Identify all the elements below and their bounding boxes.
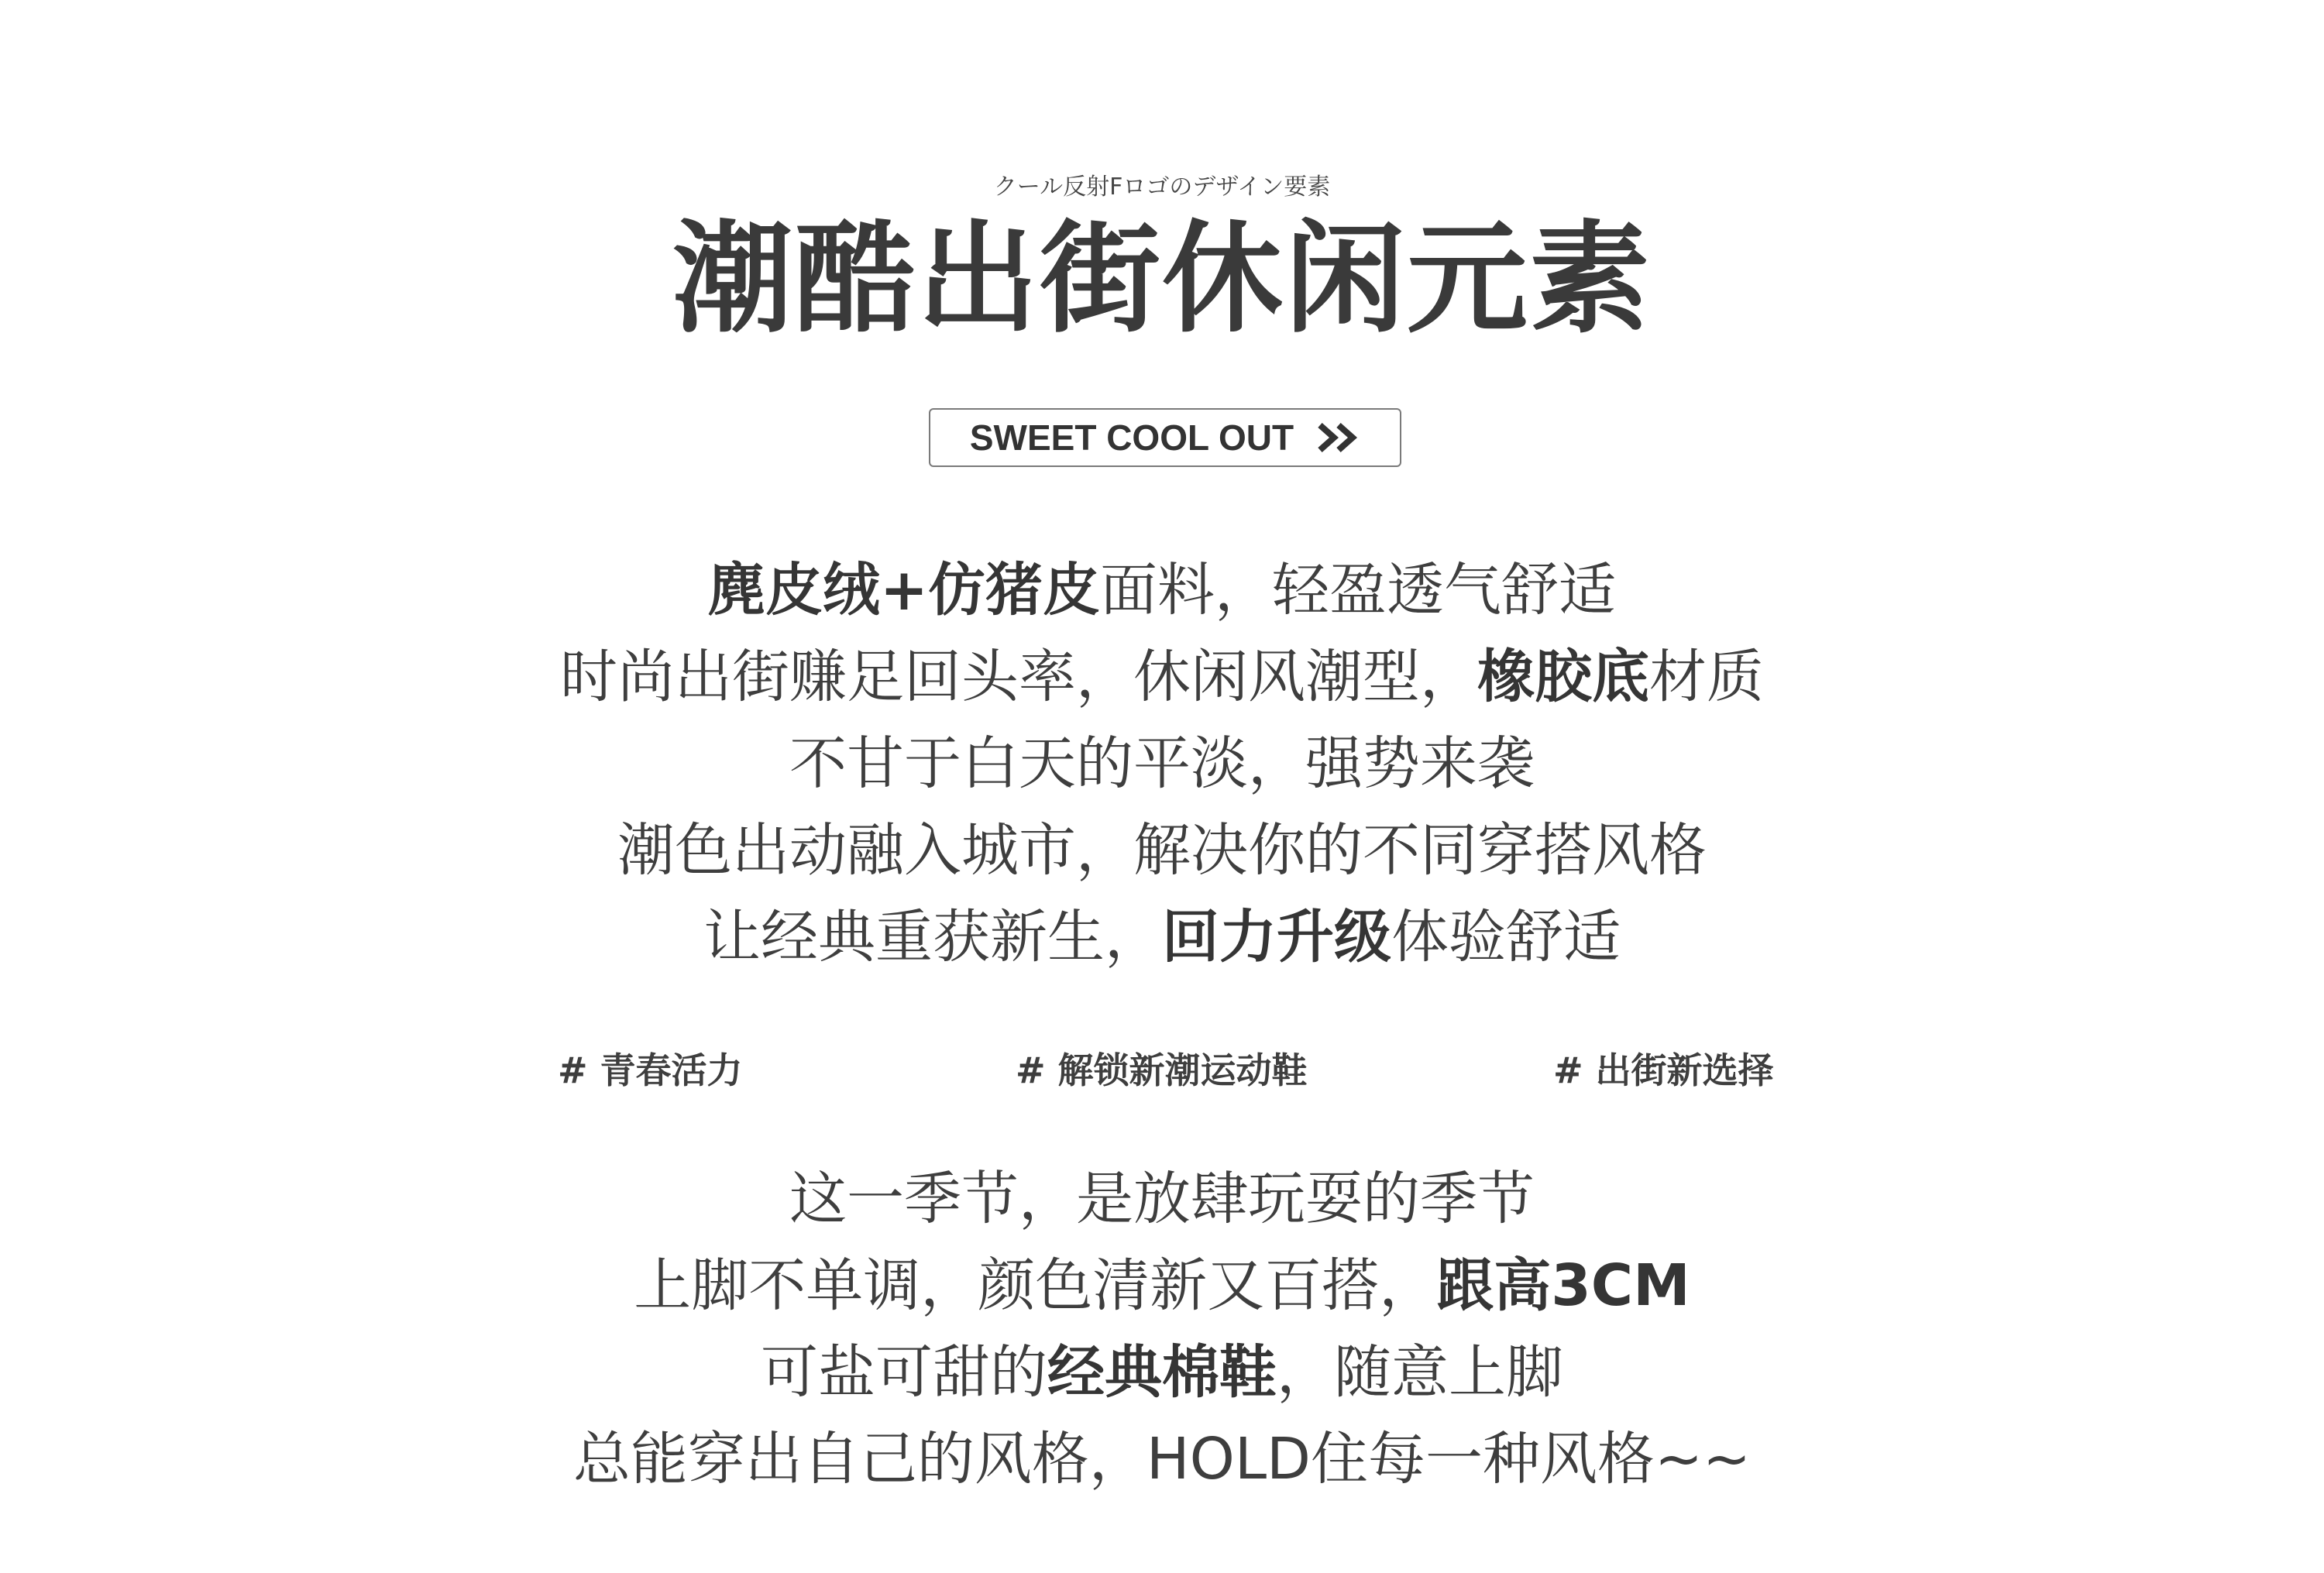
text-line xyxy=(0,1329,2324,1416)
plain-text: ，随意上脚 xyxy=(1277,1339,1563,1406)
plain-text: 时尚出街赚足回头率，休闲风潮型， xyxy=(560,644,1477,710)
text-line xyxy=(0,634,2324,720)
hashtag-street-new-choice: # 出街新选择 xyxy=(1553,1049,1774,1091)
page-title: 潮酷出街休闲元素 xyxy=(672,208,1652,349)
text-line xyxy=(0,1156,2324,1242)
emphasis-text: 跟高3CM xyxy=(1436,1252,1690,1319)
header-subtitle: クール反射Fロゴのデザイン要素 xyxy=(993,173,1331,201)
plain-text: 材质 xyxy=(1649,644,1764,710)
text-line xyxy=(0,547,2324,634)
plain-text: 可盐可甜的 xyxy=(761,1339,1047,1406)
text-line xyxy=(0,1242,2324,1329)
badge-label: SWEET COOL OUT xyxy=(969,417,1294,458)
plain-text: 面料，轻盈透气舒适 xyxy=(1100,557,1616,623)
hashtag-new-trend-sneakers: # 解锁新潮运动鞋 xyxy=(1016,1049,1308,1091)
text-line xyxy=(0,720,2324,807)
plain-text: 不甘于白天的平淡，强势来袭 xyxy=(789,730,1535,797)
plain-text: 潮色出动融入城市，解决你的不同穿搭风格 xyxy=(617,817,1707,884)
text-line xyxy=(0,894,2324,981)
emphasis-text: 麂皮绒+仿猪皮 xyxy=(707,557,1100,623)
sweet-cool-out-badge xyxy=(929,408,1401,467)
plain-text: 体验舒适 xyxy=(1391,904,1621,970)
hashtag-youth-vitality: # 青春活力 xyxy=(558,1049,743,1091)
plain-text: 这一季节，是放肆玩耍的季节 xyxy=(789,1166,1535,1232)
text-line xyxy=(0,1416,2324,1503)
description-paragraph-1 xyxy=(0,547,2324,981)
emphasis-text: 经典棉鞋 xyxy=(1047,1339,1277,1406)
text-line xyxy=(0,807,2324,894)
plain-text: 上脚不单调，颜色清新又百搭， xyxy=(634,1252,1437,1319)
double-chevron-right-icon xyxy=(1315,422,1360,453)
plain-text: 让经典重获新生， xyxy=(703,904,1162,970)
emphasis-text: 回力升级 xyxy=(1162,904,1391,970)
plain-text: 总能穿出自己的风格，HOLD住每一种风格~~ xyxy=(572,1426,1752,1492)
emphasis-text: 橡胶底 xyxy=(1477,644,1649,710)
description-paragraph-2 xyxy=(0,1156,2324,1503)
